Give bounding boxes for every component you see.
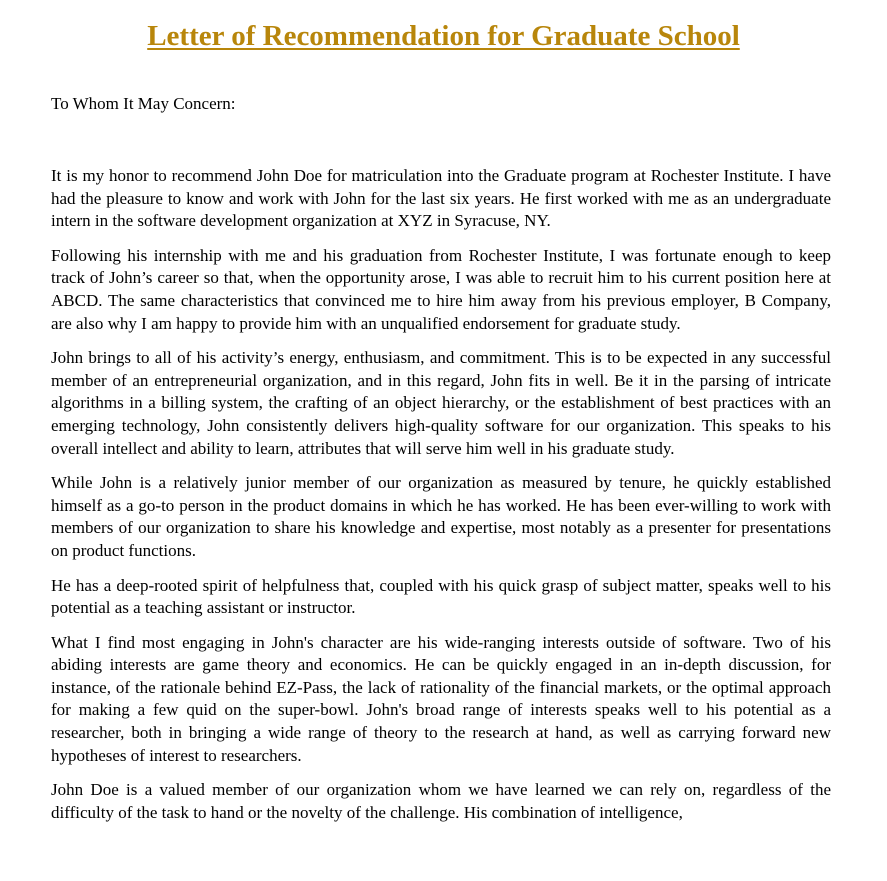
paragraph-2: Following his internship with me and his graduation from Rochester Institute, I was fortunate enough to keep track of John’s career so that, when the opportunity arose, I was able to recruit him to his current position here at ABCD. The same characteristics that convinced me to hire him away from his previous employer, B Company, are also why I am happy to provide him with an unqualified endorsement for graduate study. <box>51 245 831 333</box>
paragraph-5: He has a deep-rooted spirit of helpfulness that, coupled with his quick grasp of subject matter, speaks well to his potential as a teaching assistant or instructor. <box>51 575 831 618</box>
salutation: To Whom It May Concern: <box>51 94 236 113</box>
paragraph-4: While John is a relatively junior member of our organization as measured by tenure, he quickly established himself as a go-to person in the product domains in which he has worked. He has been ever-willing to work with members of our organization to share his knowledge and expertise, most notably as a presenter for presentations on product functions. <box>51 473 831 560</box>
document-title: Letter of Recommendation for Graduate School <box>147 20 740 52</box>
paragraph-3: John brings to all of his activity’s energy, enthusiasm, and commitment. This is to be expected in any successful member of an entrepreneurial organization, and in this regard, John fits in well. Be it in the parsing of intricate algorithms in a billing system, the crafting of an object hierarchy, or the establishment of best practices with an emerging technology, John consistently delivers high-quality software for our organization. This speaks to his overall intellect and ability to learn, attributes that will serve him well in his graduate study. <box>51 348 831 458</box>
paragraph-1: It is my honor to recommend John Doe for matriculation into the Graduate program at Rochester Institute. I have had the pleasure to know and work with John for the last six years. He first worked with me as an undergraduate intern in the software development organization at XYZ in Syracuse, NY. <box>51 166 831 231</box>
paragraph-7: John Doe is a valued member of our organization whom we have learned we can rely on, regardless of the difficulty of the task to hand or the novelty of the challenge. His combination of intelligence, <box>51 780 831 822</box>
letter-body <box>51 165 831 836</box>
paragraph-6: What I find most engaging in John's character are his wide-ranging interests outside of software. Two of his abiding interests are game theory and economics. He can be quickly engaged in an in-depth discussion, for instance, of the rationale behind EZ-Pass, the lack of rationality of the financial markets, or the optimal approach for making a few quid on the super-bowl. John's broad range of interests speaks well to his potential as a researcher, both in bringing a wide range of theory to the research at hand, as well as carrying forward new hypotheses of interest to researchers. <box>51 632 831 765</box>
